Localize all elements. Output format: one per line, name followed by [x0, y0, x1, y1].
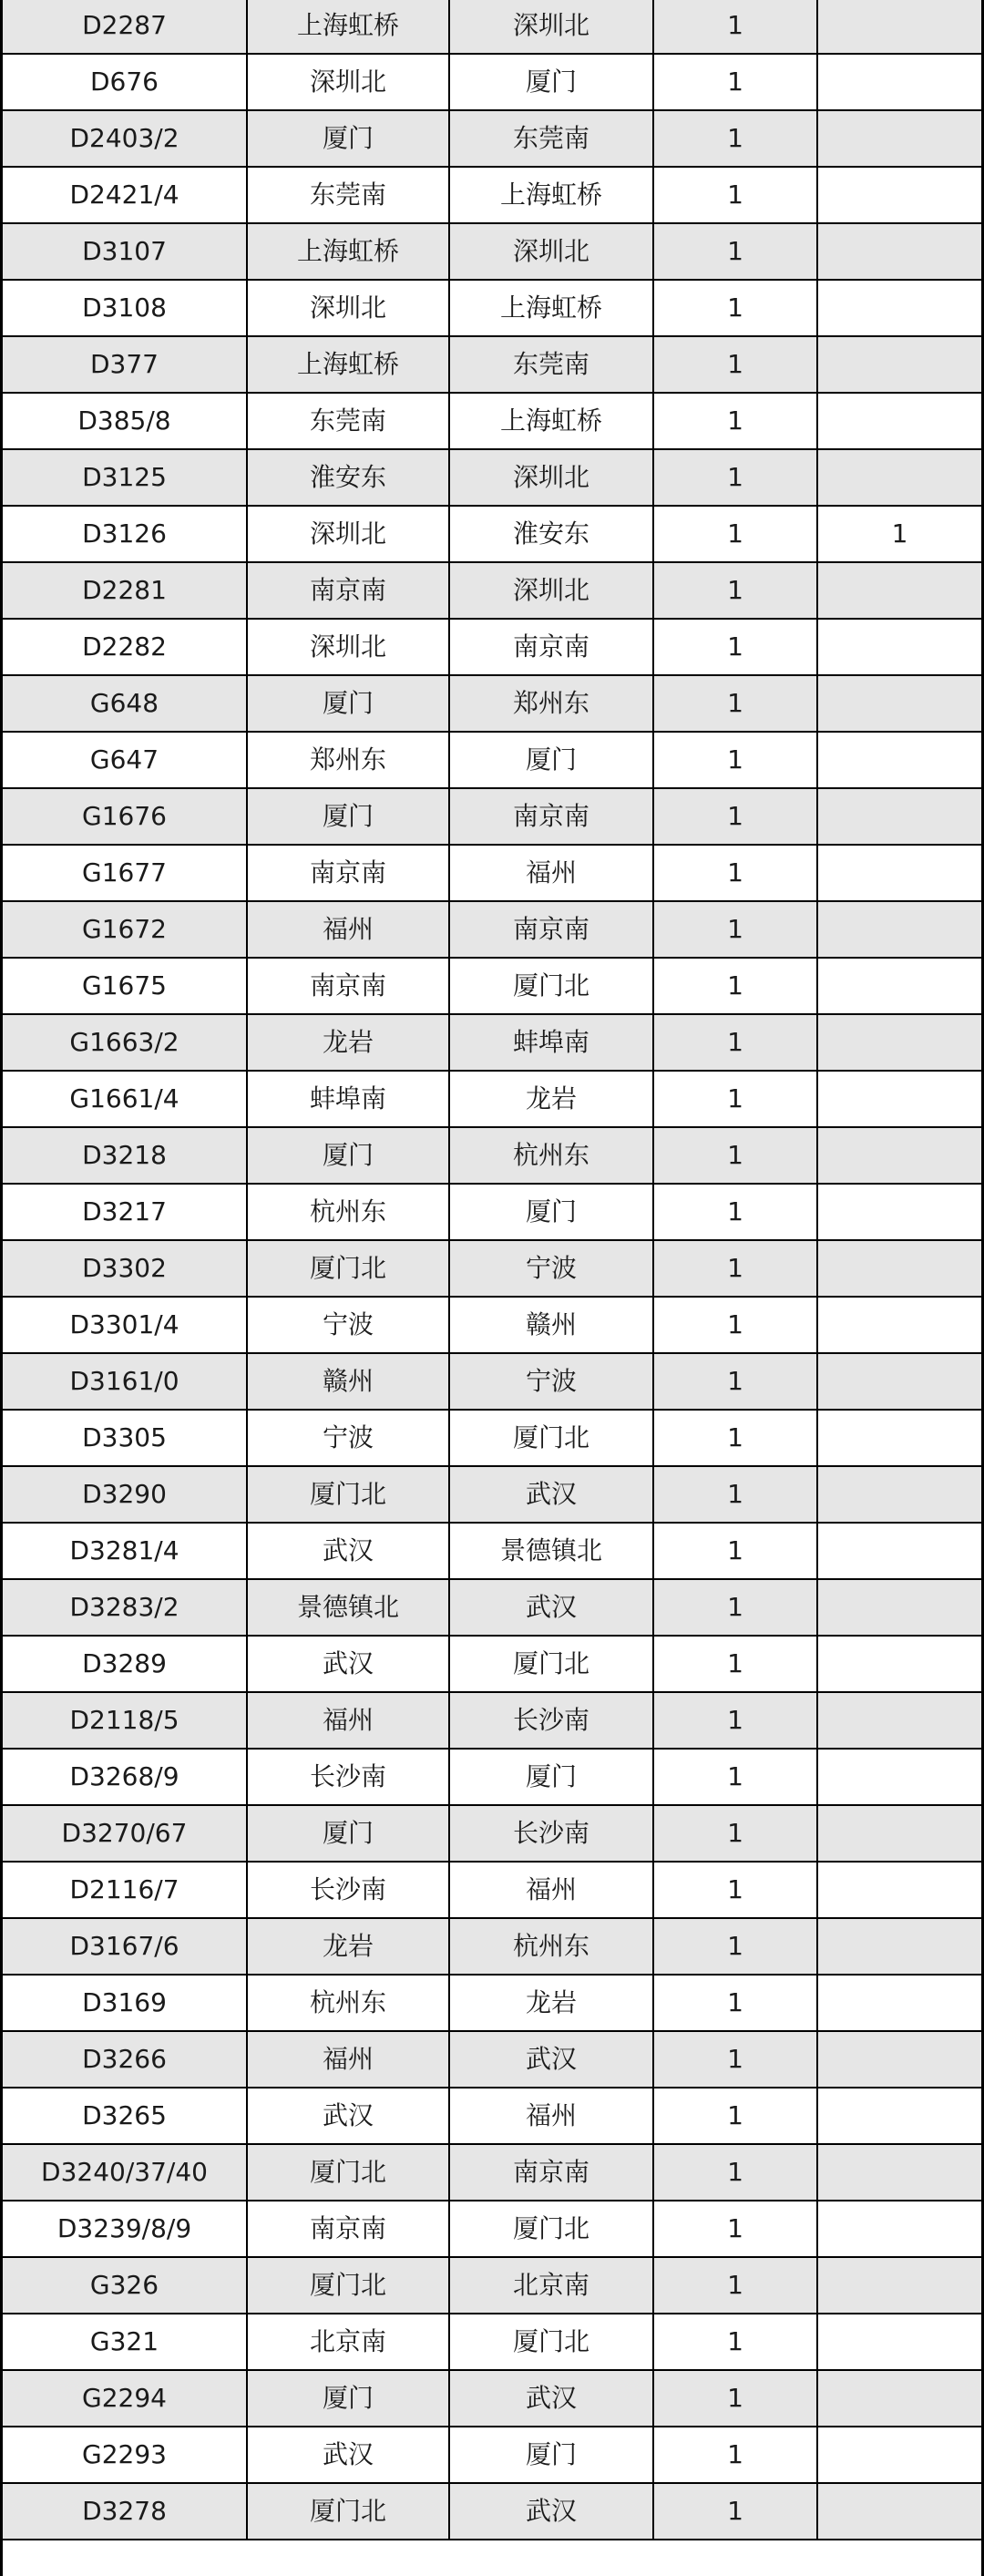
- train-number-cell: D3302: [3, 1240, 247, 1297]
- extra-cell: [817, 2088, 981, 2144]
- arrival-station-cell: 武汉: [449, 1466, 653, 1523]
- arrival-station-cell: 深圳北: [449, 223, 653, 280]
- count-cell: 1: [653, 1240, 817, 1297]
- count-cell: 1: [653, 2088, 817, 2144]
- train-number-cell: D2421/4: [3, 167, 247, 223]
- table-row: [3, 2088, 981, 2144]
- departure-station-cell: 长沙南: [247, 1749, 449, 1805]
- arrival-station-cell: 福州: [449, 1862, 653, 1918]
- arrival-station-cell: 郑州东: [449, 675, 653, 732]
- extra-cell: [817, 2314, 981, 2370]
- extra-cell: [817, 1071, 981, 1127]
- departure-station-cell: 南京南: [247, 2201, 449, 2257]
- table-row: [3, 1127, 981, 1184]
- extra-cell: [817, 1127, 981, 1184]
- extra-cell: [817, 1297, 981, 1353]
- departure-station-cell: 福州: [247, 2031, 449, 2088]
- train-schedule-table: [3, 0, 981, 2540]
- arrival-station-cell: 深圳北: [449, 0, 653, 54]
- extra-cell: [817, 958, 981, 1014]
- extra-cell: [817, 1523, 981, 1579]
- arrival-station-cell: 淮安东: [449, 506, 653, 562]
- departure-station-cell: 南京南: [247, 845, 449, 901]
- departure-station-cell: 厦门北: [247, 2144, 449, 2201]
- table-row: [3, 280, 981, 336]
- arrival-station-cell: 厦门北: [449, 1410, 653, 1466]
- count-cell: 1: [653, 2257, 817, 2314]
- table-row: [3, 1240, 981, 1297]
- arrival-station-cell: 龙岩: [449, 1975, 653, 2031]
- arrival-station-cell: 蚌埠南: [449, 1014, 653, 1071]
- arrival-station-cell: 东莞南: [449, 110, 653, 167]
- train-number-cell: G1677: [3, 845, 247, 901]
- train-number-cell: D2118/5: [3, 1692, 247, 1749]
- extra-cell: [817, 280, 981, 336]
- departure-station-cell: 景德镇北: [247, 1579, 449, 1636]
- train-number-cell: G1663/2: [3, 1014, 247, 1071]
- departure-station-cell: 厦门北: [247, 1466, 449, 1523]
- departure-station-cell: 深圳北: [247, 619, 449, 675]
- arrival-station-cell: 厦门: [449, 54, 653, 110]
- count-cell: 1: [653, 901, 817, 958]
- train-number-cell: D3305: [3, 1410, 247, 1466]
- table-row: [3, 619, 981, 675]
- table-row: [3, 0, 981, 54]
- table-row: [3, 1523, 981, 1579]
- table-row: [3, 1692, 981, 1749]
- count-cell: 1: [653, 619, 817, 675]
- arrival-station-cell: 长沙南: [449, 1805, 653, 1862]
- train-number-cell: G326: [3, 2257, 247, 2314]
- count-cell: 1: [653, 167, 817, 223]
- count-cell: 1: [653, 393, 817, 449]
- table-row: [3, 2257, 981, 2314]
- arrival-station-cell: 上海虹桥: [449, 393, 653, 449]
- arrival-station-cell: 深圳北: [449, 562, 653, 619]
- arrival-station-cell: 厦门北: [449, 1636, 653, 1692]
- extra-cell: [817, 845, 981, 901]
- extra-cell: [817, 2257, 981, 2314]
- arrival-station-cell: 武汉: [449, 1579, 653, 1636]
- arrival-station-cell: 厦门: [449, 2427, 653, 2483]
- extra-cell: [817, 1184, 981, 1240]
- count-cell: 1: [653, 1466, 817, 1523]
- extra-cell: [817, 732, 981, 788]
- train-number-cell: D3290: [3, 1466, 247, 1523]
- table-row: [3, 788, 981, 845]
- departure-station-cell: 武汉: [247, 2088, 449, 2144]
- extra-cell: [817, 1240, 981, 1297]
- table-row: [3, 449, 981, 506]
- departure-station-cell: 厦门北: [247, 2257, 449, 2314]
- count-cell: 1: [653, 1862, 817, 1918]
- count-cell: 1: [653, 1692, 817, 1749]
- arrival-station-cell: 景德镇北: [449, 1523, 653, 1579]
- departure-station-cell: 南京南: [247, 958, 449, 1014]
- table-row: [3, 167, 981, 223]
- count-cell: 1: [653, 562, 817, 619]
- train-number-cell: D2116/7: [3, 1862, 247, 1918]
- arrival-station-cell: 深圳北: [449, 449, 653, 506]
- count-cell: 1: [653, 1353, 817, 1410]
- departure-station-cell: 福州: [247, 901, 449, 958]
- train-number-cell: D3270/67: [3, 1805, 247, 1862]
- table-row: [3, 2483, 981, 2540]
- table-row: [3, 2370, 981, 2427]
- count-cell: 1: [653, 1805, 817, 1862]
- train-number-cell: D3283/2: [3, 1579, 247, 1636]
- table-row: [3, 732, 981, 788]
- departure-station-cell: 长沙南: [247, 1862, 449, 1918]
- count-cell: 1: [653, 1636, 817, 1692]
- table-row: [3, 845, 981, 901]
- arrival-station-cell: 上海虹桥: [449, 280, 653, 336]
- extra-cell: [817, 1749, 981, 1805]
- arrival-station-cell: 宁波: [449, 1240, 653, 1297]
- departure-station-cell: 厦门北: [247, 2483, 449, 2540]
- count-cell: 1: [653, 1071, 817, 1127]
- extra-cell: [817, 1636, 981, 1692]
- arrival-station-cell: 杭州东: [449, 1918, 653, 1975]
- extra-cell: [817, 1014, 981, 1071]
- departure-station-cell: 杭州东: [247, 1184, 449, 1240]
- table-row: [3, 2201, 981, 2257]
- table-row: [3, 1014, 981, 1071]
- table-row: [3, 1184, 981, 1240]
- table-row: [3, 901, 981, 958]
- count-cell: 1: [653, 2144, 817, 2201]
- extra-cell: [817, 2031, 981, 2088]
- departure-station-cell: 宁波: [247, 1297, 449, 1353]
- extra-cell: [817, 336, 981, 393]
- table-row: [3, 1579, 981, 1636]
- train-number-cell: D676: [3, 54, 247, 110]
- train-number-cell: D3161/0: [3, 1353, 247, 1410]
- departure-station-cell: 福州: [247, 1692, 449, 1749]
- count-cell: 1: [653, 2201, 817, 2257]
- departure-station-cell: 东莞南: [247, 393, 449, 449]
- extra-cell: [817, 223, 981, 280]
- train-number-cell: D3167/6: [3, 1918, 247, 1975]
- table-row: [3, 1353, 981, 1410]
- count-cell: 1: [653, 958, 817, 1014]
- train-number-cell: D3239/8/9: [3, 2201, 247, 2257]
- departure-station-cell: 蚌埠南: [247, 1071, 449, 1127]
- train-number-cell: G321: [3, 2314, 247, 2370]
- extra-cell: [817, 2201, 981, 2257]
- count-cell: 1: [653, 2370, 817, 2427]
- table-row: [3, 2314, 981, 2370]
- extra-cell: [817, 1918, 981, 1975]
- extra-cell: [817, 1862, 981, 1918]
- count-cell: 1: [653, 788, 817, 845]
- departure-station-cell: 深圳北: [247, 280, 449, 336]
- count-cell: 1: [653, 675, 817, 732]
- train-number-cell: D3301/4: [3, 1297, 247, 1353]
- departure-station-cell: 南京南: [247, 562, 449, 619]
- departure-station-cell: 厦门: [247, 1805, 449, 1862]
- arrival-station-cell: 厦门: [449, 1749, 653, 1805]
- arrival-station-cell: 福州: [449, 2088, 653, 2144]
- departure-station-cell: 厦门: [247, 1127, 449, 1184]
- extra-cell: [817, 54, 981, 110]
- count-cell: 1: [653, 2483, 817, 2540]
- count-cell: 1: [653, 54, 817, 110]
- extra-cell: [817, 393, 981, 449]
- table-row: [3, 1410, 981, 1466]
- table-row: [3, 1297, 981, 1353]
- train-number-cell: G648: [3, 675, 247, 732]
- arrival-station-cell: 福州: [449, 845, 653, 901]
- train-number-cell: D3289: [3, 1636, 247, 1692]
- count-cell: 1: [653, 1127, 817, 1184]
- extra-cell: [817, 2483, 981, 2540]
- arrival-station-cell: 厦门北: [449, 2314, 653, 2370]
- extra-cell: [817, 1410, 981, 1466]
- train-number-cell: D385/8: [3, 393, 247, 449]
- table-row: [3, 506, 981, 562]
- extra-cell: [817, 1466, 981, 1523]
- extra-cell: [817, 167, 981, 223]
- departure-station-cell: 龙岩: [247, 1918, 449, 1975]
- count-cell: 1: [653, 2314, 817, 2370]
- train-number-cell: D3217: [3, 1184, 247, 1240]
- departure-station-cell: 东莞南: [247, 167, 449, 223]
- train-number-cell: G1672: [3, 901, 247, 958]
- train-number-cell: D3268/9: [3, 1749, 247, 1805]
- table-row: [3, 1636, 981, 1692]
- extra-cell: [817, 675, 981, 732]
- train-number-cell: G647: [3, 732, 247, 788]
- table-row: [3, 1071, 981, 1127]
- train-number-cell: D2403/2: [3, 110, 247, 167]
- departure-station-cell: 龙岩: [247, 1014, 449, 1071]
- arrival-station-cell: 杭州东: [449, 1127, 653, 1184]
- arrival-station-cell: 上海虹桥: [449, 167, 653, 223]
- departure-station-cell: 北京南: [247, 2314, 449, 2370]
- train-number-cell: G2294: [3, 2370, 247, 2427]
- departure-station-cell: 武汉: [247, 1636, 449, 1692]
- departure-station-cell: 深圳北: [247, 506, 449, 562]
- count-cell: 1: [653, 1523, 817, 1579]
- table-row: [3, 393, 981, 449]
- train-number-cell: D3281/4: [3, 1523, 247, 1579]
- count-cell: 1: [653, 223, 817, 280]
- count-cell: 1: [653, 1975, 817, 2031]
- train-number-cell: G1661/4: [3, 1071, 247, 1127]
- extra-cell: [817, 562, 981, 619]
- count-cell: 1: [653, 336, 817, 393]
- table-row: [3, 1805, 981, 1862]
- departure-station-cell: 武汉: [247, 2427, 449, 2483]
- table-row: [3, 2144, 981, 2201]
- train-number-cell: G1675: [3, 958, 247, 1014]
- departure-station-cell: 上海虹桥: [247, 336, 449, 393]
- table-row: [3, 54, 981, 110]
- departure-station-cell: 赣州: [247, 1353, 449, 1410]
- table-row: [3, 1918, 981, 1975]
- departure-station-cell: 厦门: [247, 675, 449, 732]
- table-row: [3, 1862, 981, 1918]
- table-body: [3, 0, 981, 2540]
- departure-station-cell: 厦门北: [247, 1240, 449, 1297]
- extra-cell: [817, 1579, 981, 1636]
- extra-cell: [817, 2370, 981, 2427]
- count-cell: 1: [653, 2427, 817, 2483]
- table-row: [3, 336, 981, 393]
- train-number-cell: D3126: [3, 506, 247, 562]
- arrival-station-cell: 龙岩: [449, 1071, 653, 1127]
- arrival-station-cell: 武汉: [449, 2370, 653, 2427]
- extra-cell: [817, 1975, 981, 2031]
- departure-station-cell: 淮安东: [247, 449, 449, 506]
- departure-station-cell: 厦门: [247, 788, 449, 845]
- table-row: [3, 223, 981, 280]
- train-number-cell: D3108: [3, 280, 247, 336]
- count-cell: 1: [653, 1749, 817, 1805]
- departure-station-cell: 郑州东: [247, 732, 449, 788]
- extra-cell: 1: [817, 506, 981, 562]
- extra-cell: [817, 2427, 981, 2483]
- departure-station-cell: 深圳北: [247, 54, 449, 110]
- arrival-station-cell: 赣州: [449, 1297, 653, 1353]
- count-cell: 1: [653, 110, 817, 167]
- train-number-cell: D3265: [3, 2088, 247, 2144]
- table-row: [3, 958, 981, 1014]
- count-cell: 1: [653, 2031, 817, 2088]
- table-row: [3, 1975, 981, 2031]
- arrival-station-cell: 南京南: [449, 619, 653, 675]
- table-row: [3, 562, 981, 619]
- train-number-cell: D3278: [3, 2483, 247, 2540]
- extra-cell: [817, 110, 981, 167]
- count-cell: 1: [653, 732, 817, 788]
- table-row: [3, 2427, 981, 2483]
- table-row: [3, 1466, 981, 1523]
- arrival-station-cell: 东莞南: [449, 336, 653, 393]
- departure-station-cell: 杭州东: [247, 1975, 449, 2031]
- count-cell: 1: [653, 1410, 817, 1466]
- arrival-station-cell: 厦门: [449, 732, 653, 788]
- train-number-cell: G2293: [3, 2427, 247, 2483]
- table-row: [3, 1749, 981, 1805]
- train-number-cell: D377: [3, 336, 247, 393]
- count-cell: 1: [653, 1014, 817, 1071]
- train-number-cell: D3240/37/40: [3, 2144, 247, 2201]
- count-cell: 1: [653, 0, 817, 54]
- arrival-station-cell: 南京南: [449, 901, 653, 958]
- arrival-station-cell: 武汉: [449, 2483, 653, 2540]
- table-row: [3, 2031, 981, 2088]
- extra-cell: [817, 2144, 981, 2201]
- count-cell: 1: [653, 1184, 817, 1240]
- train-number-cell: D2282: [3, 619, 247, 675]
- departure-station-cell: 宁波: [247, 1410, 449, 1466]
- arrival-station-cell: 长沙南: [449, 1692, 653, 1749]
- extra-cell: [817, 1805, 981, 1862]
- train-number-cell: D2281: [3, 562, 247, 619]
- arrival-station-cell: 厦门: [449, 1184, 653, 1240]
- count-cell: 1: [653, 1918, 817, 1975]
- train-number-cell: G1676: [3, 788, 247, 845]
- table-row: [3, 675, 981, 732]
- arrival-station-cell: 厦门北: [449, 958, 653, 1014]
- extra-cell: [817, 0, 981, 54]
- train-number-cell: D3107: [3, 223, 247, 280]
- departure-station-cell: 上海虹桥: [247, 0, 449, 54]
- count-cell: 1: [653, 506, 817, 562]
- count-cell: 1: [653, 1579, 817, 1636]
- arrival-station-cell: 厦门北: [449, 2201, 653, 2257]
- count-cell: 1: [653, 845, 817, 901]
- extra-cell: [817, 1692, 981, 1749]
- train-number-cell: D3266: [3, 2031, 247, 2088]
- train-number-cell: D3169: [3, 1975, 247, 2031]
- extra-cell: [817, 1353, 981, 1410]
- departure-station-cell: 上海虹桥: [247, 223, 449, 280]
- train-number-cell: D2287: [3, 0, 247, 54]
- extra-cell: [817, 901, 981, 958]
- arrival-station-cell: 南京南: [449, 788, 653, 845]
- arrival-station-cell: 宁波: [449, 1353, 653, 1410]
- count-cell: 1: [653, 449, 817, 506]
- train-number-cell: D3125: [3, 449, 247, 506]
- extra-cell: [817, 619, 981, 675]
- table-row: [3, 110, 981, 167]
- arrival-station-cell: 南京南: [449, 2144, 653, 2201]
- extra-cell: [817, 449, 981, 506]
- train-number-cell: D3218: [3, 1127, 247, 1184]
- departure-station-cell: 厦门: [247, 110, 449, 167]
- count-cell: 1: [653, 1297, 817, 1353]
- arrival-station-cell: 武汉: [449, 2031, 653, 2088]
- departure-station-cell: 武汉: [247, 1523, 449, 1579]
- arrival-station-cell: 北京南: [449, 2257, 653, 2314]
- extra-cell: [817, 788, 981, 845]
- count-cell: 1: [653, 280, 817, 336]
- departure-station-cell: 厦门: [247, 2370, 449, 2427]
